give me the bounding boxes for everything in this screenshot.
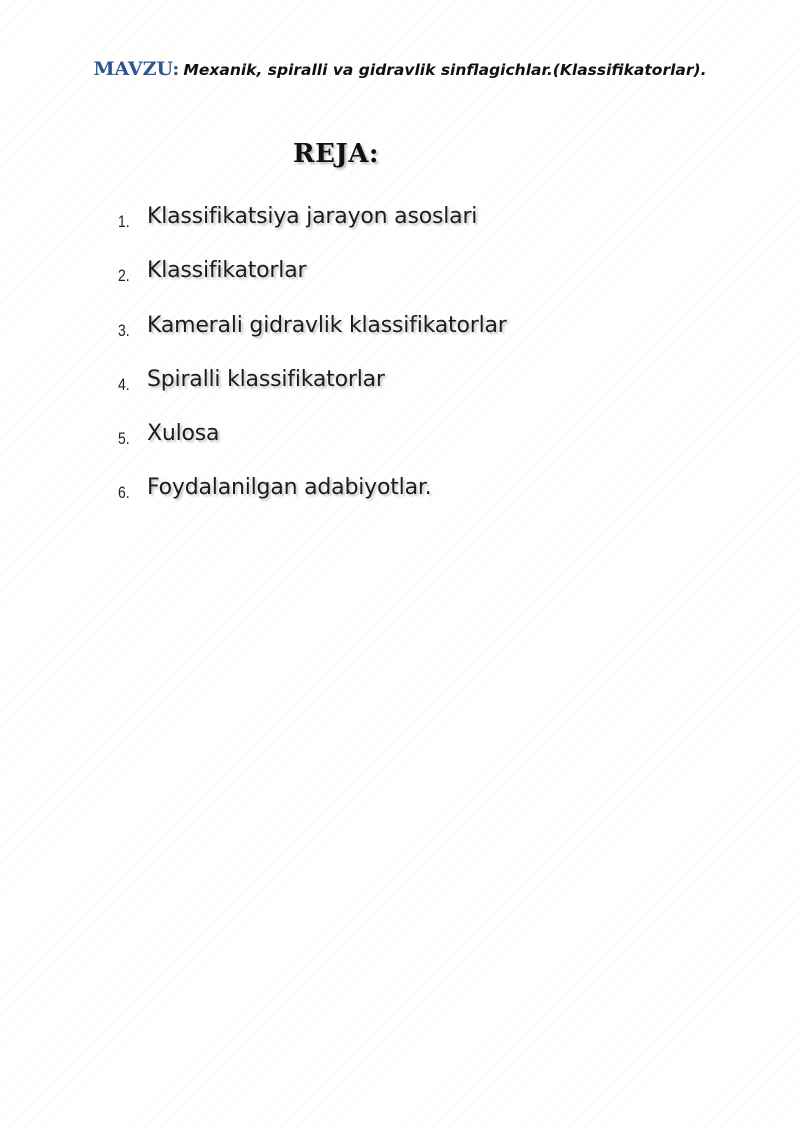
plan-title: REJA: [293, 139, 379, 169]
plan-item-label: Klassifikatorlar [147, 258, 307, 284]
plan-item [118, 313, 507, 367]
plan-item-label: Kamerali gidravlik klassifikatorlar [147, 312, 507, 338]
plan-item [118, 367, 507, 421]
plan-item-number: 1. [118, 212, 130, 231]
plan-item-number: 2. [118, 266, 130, 286]
plan-item-number: 3. [118, 320, 130, 340]
plan-item-number: 6. [118, 483, 130, 503]
plan-item-number: 5. [118, 429, 130, 449]
plan-list [118, 204, 507, 530]
plan-item [118, 204, 507, 258]
topic-text: Mexanik, spiralli va gidravlik sinflagichlar.(Klassifikatorlar). [183, 61, 707, 79]
topic-label: MAVZU: [93, 58, 180, 80]
plan-item-label: Spiralli klassifikatorlar [147, 366, 385, 392]
plan-item [118, 475, 507, 529]
plan-item [118, 421, 507, 475]
plan-item-number: 4. [118, 374, 130, 394]
plan-item-label: Xulosa [147, 421, 220, 447]
plan-item-label: Foydalanilgan adabiyotlar. [147, 475, 432, 501]
plan-item [118, 258, 507, 312]
plan-item-label: Klassifikatsiya jarayon asoslari [147, 204, 478, 229]
topic-heading [0, 58, 800, 80]
